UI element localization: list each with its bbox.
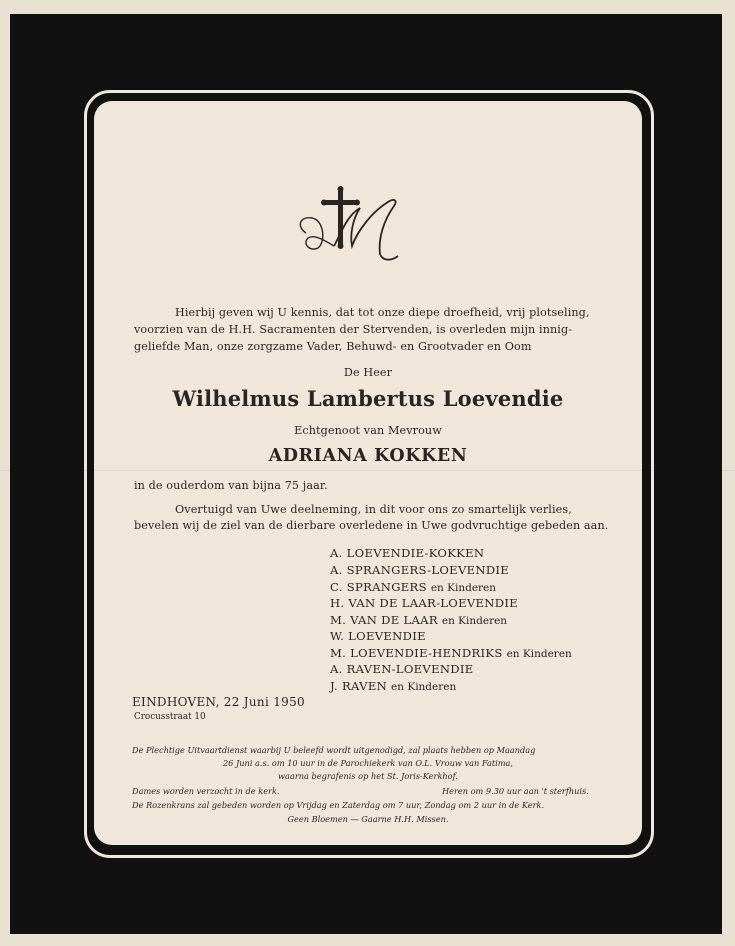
spouse-label: Echtgenoot van Mevrouw bbox=[294, 424, 442, 437]
intro-line-2: voorzien van de H.H. Sacramenten der Stervenden, is overleden mijn innig- bbox=[134, 323, 573, 336]
honorific: De Heer bbox=[343, 366, 393, 379]
family-member: J. RAVEN en Kinderen bbox=[330, 679, 457, 693]
deceased-name: Wilhelmus Lambertus Loevendie bbox=[172, 386, 564, 411]
family-member: A. RAVEN-LOEVENDIE bbox=[330, 662, 474, 676]
ladies-note: Dames worden verzocht in de kerk. bbox=[132, 786, 280, 796]
family-member: A. LOEVENDIE-KOKKEN bbox=[330, 546, 485, 560]
sympathy-line-1: Overtuigd van Uwe deelneming, in dit voor ons zo smartelijk verlies, bbox=[175, 503, 572, 516]
family-member: W. LOEVENDIE bbox=[330, 629, 426, 643]
family-member: C. SPRANGERS en Kinderen bbox=[330, 580, 497, 594]
service-line-3: waarna begrafenis op het St. Joris-Kerkhof. bbox=[278, 771, 458, 781]
intro-line-1: Hierbij geven wij U kennis, dat tot onze diepe droefheid, vrij plotseling, bbox=[175, 306, 590, 319]
intro-line-3: geliefde Man, onze zorgzame Vader, Behuwd- en Grootvader en Oom bbox=[134, 340, 532, 353]
age-text: in de ouderdom van bijna 75 jaar. bbox=[134, 479, 328, 492]
gentlemen-note: Heren om 9.30 uur aan 't sterfhuis. bbox=[442, 786, 589, 796]
cross-monogram-icon bbox=[294, 186, 406, 270]
service-line-1: De Plechtige Uitvaartdienst waarbij U beleefd wordt uitgenodigd, zal plaats hebben op Maandag bbox=[132, 745, 536, 755]
place-date: EINDHOVEN, 22 Juni 1950 bbox=[132, 695, 305, 709]
family-member: M. VAN DE LAAR en Kinderen bbox=[330, 613, 508, 627]
family-member: A. SPRANGERS-LOEVENDIE bbox=[330, 563, 510, 577]
closing-line: Geen Bloemen — Gaarne H.H. Missen. bbox=[287, 814, 449, 824]
sympathy-line-2: bevelen wij de ziel van de dierbare overledene in Uwe godvruchtige gebeden aan. bbox=[134, 519, 609, 532]
service-line-2: 26 Juni a.s. om 10 uur in de Parochiekerk van O.L. Vrouw van Fatima, bbox=[222, 758, 514, 768]
address: Crocusstraat 10 bbox=[134, 712, 206, 722]
family-member: H. VAN DE LAAR-LOEVENDIE bbox=[330, 596, 518, 610]
rosary-line: De Rozenkrans zal gebeden worden op Vrijdag en Zaterdag om 7 uur, Zondag om 2 uur in de Kerk. bbox=[132, 800, 545, 810]
family-member: M. LOEVENDIE-HENDRIKS en Kinderen bbox=[330, 646, 572, 660]
fold-line bbox=[0, 470, 735, 471]
spouse-name: ADRIANA KOKKEN bbox=[268, 446, 468, 466]
